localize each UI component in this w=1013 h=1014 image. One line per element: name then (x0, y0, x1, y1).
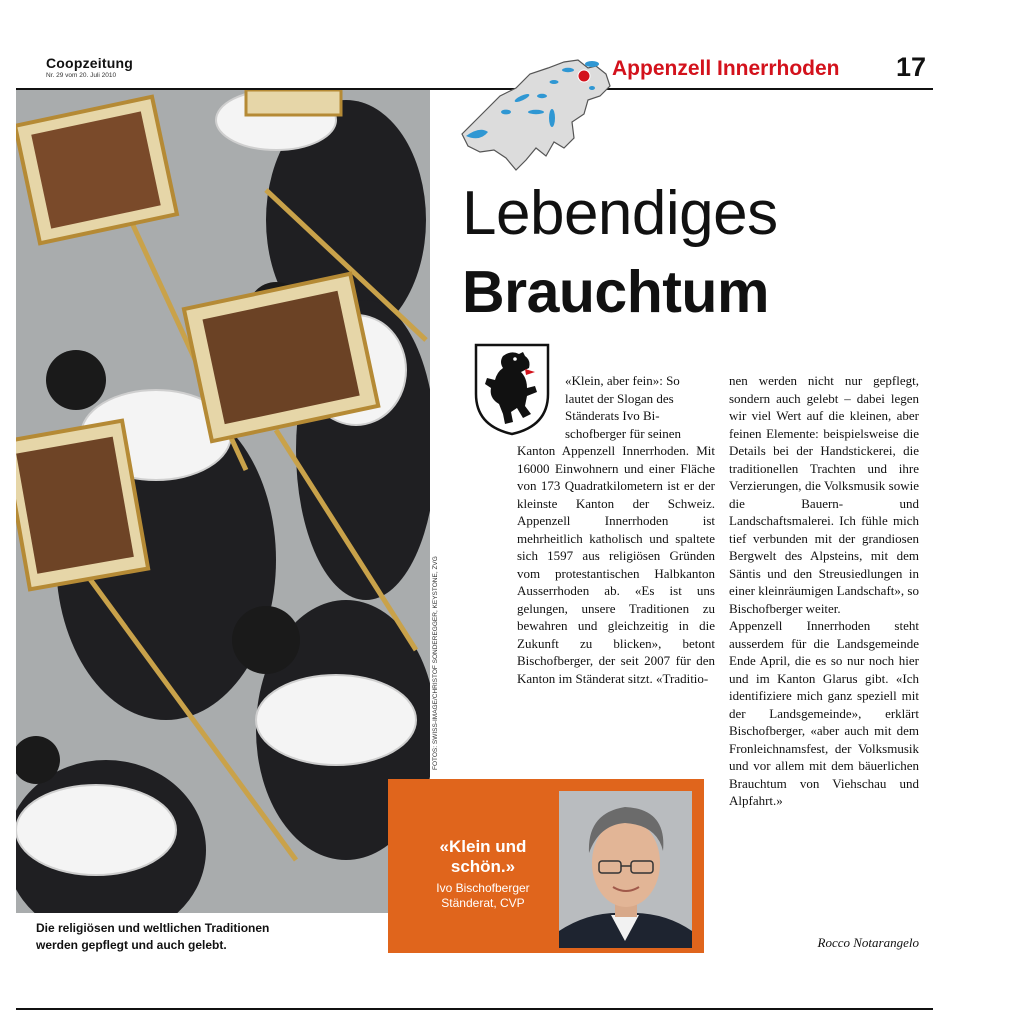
intro-line: «Klein, aber fein»: So (565, 373, 680, 388)
intro-line: schofberger für seinen (565, 425, 681, 441)
headline-line-2: Brauchtum (462, 259, 769, 325)
quote-box (388, 779, 704, 953)
footer-rule (16, 1008, 933, 1010)
intro-line: lautet der Slogan des (565, 390, 674, 406)
pull-quote-line-1: «Klein und (439, 837, 527, 856)
portrait-photo (559, 791, 692, 948)
region-marker (578, 70, 590, 82)
article-column-2 (729, 372, 919, 810)
photo-caption (36, 920, 336, 954)
article-paragraph: nen werden nicht nur gepflegt, sondern auch gelebt – dabei legen wir viel Wert auf die kleinen, aber feinen Elemente: beispielsweise die Details bei der Handstickerei, die traditionellen Trachten und ihre Verzierungen, die Volksmusik sowie die Bauern- und Landschaftsmalerei. Ich fühle mich tief verbunden mit der grandiosen Bergwelt des Alpsteins, mit dem Säntis und den Streusiedlungen in einer kleinräumigen Landschaft», so Bischofberger weiter. (729, 373, 919, 616)
article-paragraph: Appenzell Innerrhoden steht ausserdem für die Landsgemeinde Ende April, die es so nur noch hier und im Kanton Glarus gibt. «Ich identifiziere mich ganz speziell mit der Landsgemeinde», erklärt Bischofberger, «aber auch mit dem Fronleichnamsfest, der Volksmusik und vor allem mit dem bäuerlichen Brauchtum von Viehschau und Alpfahrt.» (729, 618, 919, 808)
quote-attribution (408, 881, 558, 911)
caption-line-2: werden gepflegt und auch gelebt. (36, 938, 227, 952)
publication-brand: Coopzeitung (46, 55, 133, 71)
pull-quote-line-2: schön.» (450, 857, 516, 876)
pull-quote (408, 837, 558, 877)
article-paragraph: Kanton Appenzell Innerrhoden. Mit 16000 Einwohnern und einer Fläche von 173 Quadratkilometern ist er der kleinste Kanton der Schweiz. Appenzell Innerrhoden ist mehrheitlich katholisch und spaltete sich 1597 aus religiösen Gründen vom protestantischen Halbkanton Ausserrhoden ab. «Es ist uns gelungen, unsere Traditionen zu bewahren und gleichzeitig in die Zukunft zu blicken», betont Bischofberger, der seit 2007 für den Kanton im Ständerat sitzt. «Traditio- (517, 443, 715, 686)
article-column-1 (517, 442, 715, 687)
issue-info: Nr. 29 vom 20. Juli 2010 (46, 72, 117, 79)
headline-line-1: Lebendiges (462, 179, 778, 248)
caption-line-1: Die religiösen und weltlichen Traditionen (36, 921, 270, 935)
quote-person-name: Ivo Bischofberger (436, 881, 530, 895)
intro-line: Ständerats Ivo Bi- (565, 408, 660, 423)
coat-of-arms-bear-icon (473, 342, 551, 436)
photo-credit: FOTOS: SWISS-IMAGE/CHRISTOF SONDEREGGER, KEYSTONE, ZVG (432, 556, 439, 770)
author-byline: Rocco Notarangelo (817, 935, 919, 950)
quote-person-role: Ständerat, CVP (441, 896, 525, 910)
article-column-1-intro (565, 372, 715, 442)
procession-photo (16, 90, 430, 913)
page-number: 17 (896, 52, 927, 82)
section-title: Appenzell Innerrhoden (612, 57, 840, 80)
swiss-map-icon (456, 52, 616, 174)
